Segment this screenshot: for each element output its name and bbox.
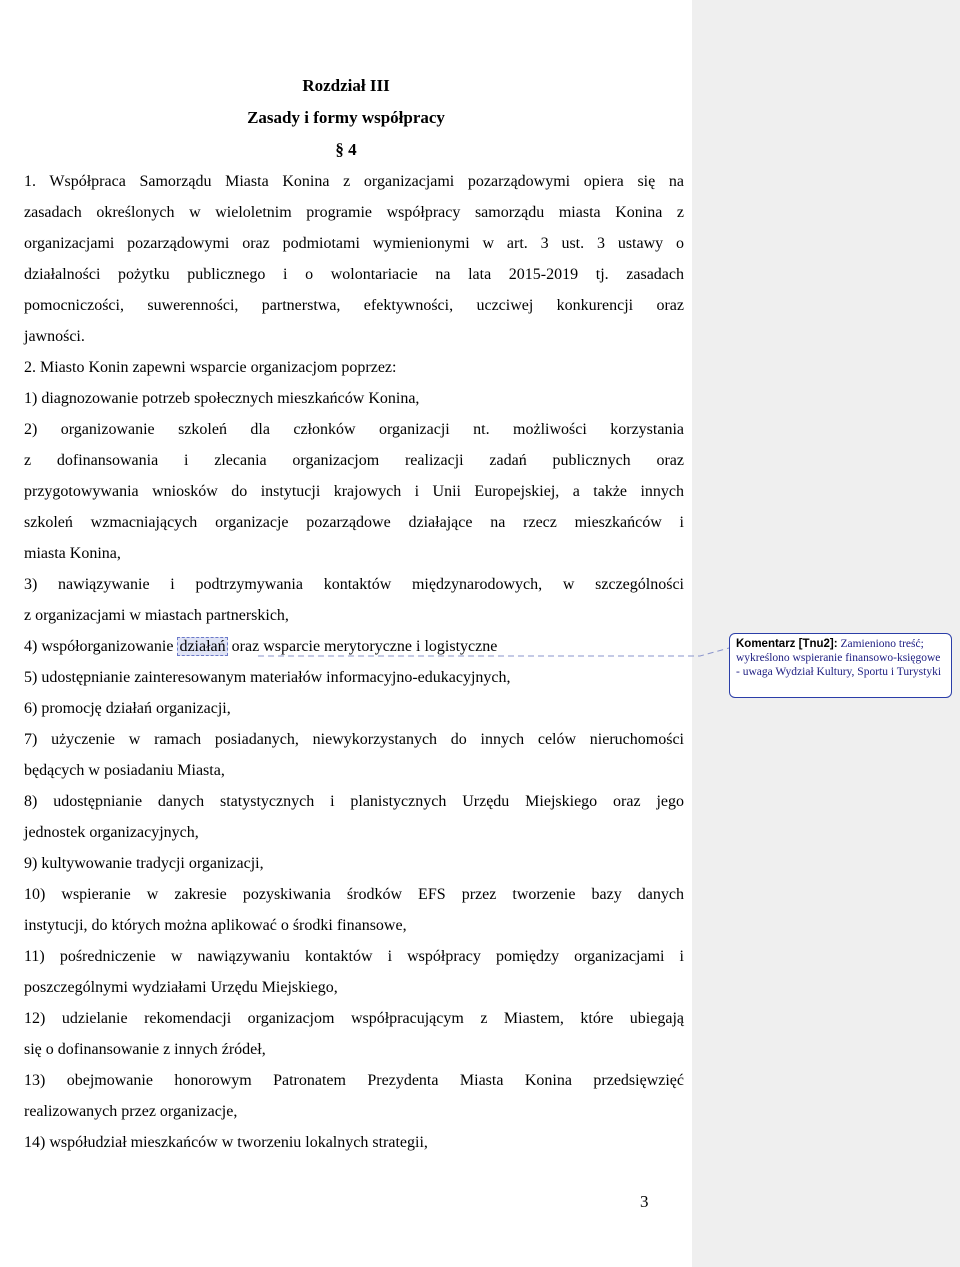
text-line: przygotowywania wniosków do instytucji krajowych i Unii Europejskiej, a także innych — [24, 483, 684, 500]
text-line: będących w posiadaniu Miasta, — [24, 762, 225, 779]
text-line: z dofinansowania i zlecania organizacjom realizacji zadań publicznych oraz — [24, 452, 684, 469]
text-line: instytucji, do których można aplikować o środki finansowe, — [24, 917, 407, 934]
chapter-heading: Rozdział III — [302, 76, 390, 95]
text-line: się o dofinansowanie z innych źródeł, — [24, 1041, 266, 1058]
comment-text: wykreślono wspieranie finansowo-księgowe - uwaga Wydział Kultury, Sportu i Turystyki — [736, 652, 942, 678]
list-item: 1) diagnozowanie potrzeb społecznych mieszkańców Konina, — [24, 390, 420, 407]
list-item: 7) użyczenie w ramach posiadanych, niewykorzystanych do innych celów nieruchomości — [24, 731, 684, 748]
list-item: 10) wspieranie w zakresie pozyskiwania środków EFS przez tworzenie bazy danych — [24, 886, 684, 903]
text-line: działalności pożytku publicznego i o wolontariacie na lata 2015-2019 tj. zasadach — [24, 266, 684, 283]
paragraph-intro: 2. Miasto Konin zapewni wsparcie organizacjom poprzez: — [24, 359, 397, 376]
text-span: oraz wsparcie merytoryczne i logistyczne — [227, 638, 498, 655]
text-line: 1. Współpraca Samorządu Miasta Konina z organizacjami pozarządowymi opiera się na — [24, 173, 684, 190]
section-number: § 4 — [335, 140, 357, 159]
list-item: 8) udostępnianie danych statystycznych i planistycznych Urzędu Miejskiego oraz jego — [24, 793, 684, 810]
list-item: 2) organizowanie szkoleń dla członków organizacji nt. możliwości korzystania — [24, 421, 684, 438]
comment-balloon[interactable] — [729, 633, 952, 698]
list-item: 14) współudział mieszkańców w tworzeniu lokalnych strategii, — [24, 1134, 428, 1151]
text-line: jednostek organizacyjnych, — [24, 824, 199, 841]
list-item: 6) promocję działań organizacji, — [24, 700, 231, 717]
text-line: jawności. — [24, 328, 85, 345]
list-item: 5) udostępnianie zainteresowanym materiałów informacyjno-edukacyjnych, — [24, 669, 511, 686]
list-item — [24, 637, 684, 657]
text-line: pomocniczości, suwerenności, partnerstwa, efektywności, uczciwej konkurencji oraz — [24, 297, 684, 314]
commented-text-highlight[interactable]: działań — [179, 638, 226, 655]
text-line: zasadach określonych w wieloletnim programie współpracy samorządu miasta Konina z — [24, 204, 684, 221]
text-line: poszczególnymi wydziałami Urzędu Miejskiego, — [24, 979, 338, 996]
list-item: 13) obejmowanie honorowym Patronatem Prezydenta Miasta Konina przedsięwzięć — [24, 1072, 684, 1089]
text-line: miasta Konina, — [24, 545, 121, 562]
text-line: z organizacjami w miastach partnerskich, — [24, 607, 289, 624]
list-item: 9) kultywowanie tradycji organizacji, — [24, 855, 264, 872]
list-item: 11) pośredniczenie w nawiązywaniu kontaktów i współpracy pomiędzy organizacjami i — [24, 948, 684, 965]
comment-author: Komentarz [Tnu2]: — [736, 638, 838, 650]
text-line: szkoleń wzmacniających organizacje pozarządowe działające na rzecz mieszkańców i — [24, 514, 684, 531]
text-span: 4) współorganizowanie — [24, 638, 178, 655]
text-line: organizacjami pozarządowymi oraz podmiotami wymienionymi w art. 3 ust. 3 ustawy o — [24, 235, 684, 252]
text-line: realizowanych przez organizacje, — [24, 1103, 238, 1120]
list-item: 3) nawiązywanie i podtrzymywania kontaktów międzynarodowych, w szczególności — [24, 576, 684, 593]
page-number: 3 — [640, 1192, 649, 1211]
chapter-title: Zasady i formy współpracy — [247, 108, 445, 127]
list-item: 12) udzielanie rekomendacji organizacjom współpracującym z Miastem, które ubiegają — [24, 1010, 684, 1027]
comment-text: Zamieniono treść; — [837, 638, 924, 650]
